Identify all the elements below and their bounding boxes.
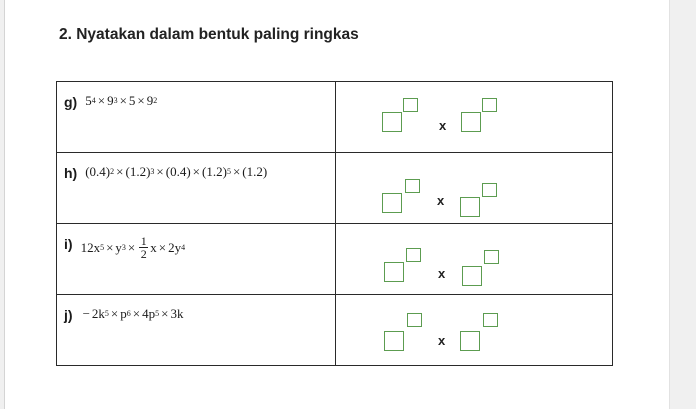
math-base: 5 — [85, 93, 92, 108]
question-label: h) — [64, 165, 78, 181]
math-base: 5 — [128, 93, 136, 108]
answer-base-box-1[interactable] — [382, 193, 402, 213]
multiply-sign: x — [437, 193, 445, 208]
math-base: (1.2) — [125, 164, 151, 179]
worksheet-page — [4, 0, 670, 409]
math-operator: × — [192, 164, 201, 179]
math-base: x — [150, 239, 157, 255]
answer-base-box-2[interactable] — [462, 266, 482, 286]
answer-box-group — [382, 309, 522, 353]
answer-base-box-1[interactable] — [384, 262, 404, 282]
answer-base-box-1[interactable] — [384, 331, 404, 351]
answer-exponent-box-2[interactable] — [484, 250, 499, 264]
math-operator: − — [82, 306, 90, 321]
question-cell — [57, 295, 336, 366]
math-operator: × — [110, 306, 119, 321]
question-cell — [57, 224, 336, 295]
math-operator: × — [232, 164, 241, 179]
answer-cell — [336, 224, 613, 295]
question-label: j) — [64, 307, 73, 323]
answer-cell — [336, 153, 613, 224]
fraction-denominator: 2 — [140, 247, 147, 261]
question-row — [57, 153, 613, 224]
math-base: (1.2) — [242, 164, 268, 179]
answer-cell — [336, 295, 613, 366]
math-expression: 12x 5 × y 3 × $\frac{1}{2}$ x × 2y 4 — [80, 234, 186, 261]
answer-box-group — [382, 238, 522, 282]
answer-exponent-box-2[interactable] — [483, 313, 498, 327]
math-expression: 5 4 × 9 3 × 5 × 9 2 — [85, 93, 158, 108]
math-base: 9 — [146, 93, 154, 108]
math-base: 2y — [168, 239, 182, 255]
math-base: 4p — [142, 306, 156, 321]
math-operator: × — [158, 239, 167, 255]
math-base: 9 — [107, 93, 114, 108]
math-operator: × — [116, 164, 124, 179]
question-cell — [57, 153, 336, 224]
answer-box-group — [382, 167, 522, 211]
answer-exponent-box-1[interactable] — [405, 179, 420, 193]
answer-exponent-box-1[interactable] — [406, 248, 421, 262]
multiply-sign: x — [439, 118, 447, 133]
question-row — [57, 82, 613, 153]
math-base: 2k — [91, 306, 105, 321]
math-base: p — [120, 306, 127, 321]
math-operator: × — [97, 93, 106, 108]
math-base: 3k — [170, 306, 184, 321]
question-heading: 2. Nyatakan dalam bentuk paling ringkas — [59, 26, 359, 43]
math-base: (1.2) — [202, 164, 227, 179]
answer-exponent-box-2[interactable] — [482, 98, 497, 112]
multiply-sign: x — [438, 333, 446, 348]
answer-exponent-box-1[interactable] — [403, 98, 418, 112]
answer-base-box-2[interactable] — [460, 331, 480, 351]
question-cell — [57, 82, 336, 153]
math-base: 12x — [80, 239, 101, 255]
question-label: i) — [64, 236, 73, 252]
answer-base-box-2[interactable] — [461, 112, 481, 132]
multiply-sign: x — [438, 266, 446, 281]
math-operator: × — [132, 306, 141, 321]
math-operator: × — [137, 93, 145, 108]
math-expression: (0.4) 2 × (1.2) 3 × (0.4) × (1.2) 5 × (1.2) — [85, 164, 268, 179]
math-operator: × — [119, 93, 127, 108]
math-fraction — [139, 235, 148, 260]
math-base: (0.4) — [165, 164, 191, 179]
question-row — [57, 295, 613, 366]
fraction-numerator: 1 — [140, 234, 147, 248]
answer-exponent-box-1[interactable] — [407, 313, 422, 327]
math-expression: − 2k 5 × p 6 × 4p 5 × 3k — [82, 306, 184, 321]
answer-cell — [336, 82, 613, 153]
answer-exponent-box-2[interactable] — [482, 183, 497, 197]
answer-base-box-1[interactable] — [382, 112, 402, 132]
answer-base-box-2[interactable] — [460, 197, 480, 217]
question-table — [56, 81, 613, 366]
question-row — [57, 224, 613, 295]
question-label: g) — [64, 94, 78, 110]
math-base: (0.4) — [85, 164, 111, 179]
answer-box-group — [382, 96, 522, 140]
math-operator: × — [161, 306, 169, 321]
math-operator: × — [106, 239, 114, 255]
math-base: y — [115, 239, 122, 255]
math-operator: × — [156, 164, 164, 179]
math-operator: × — [127, 239, 136, 255]
